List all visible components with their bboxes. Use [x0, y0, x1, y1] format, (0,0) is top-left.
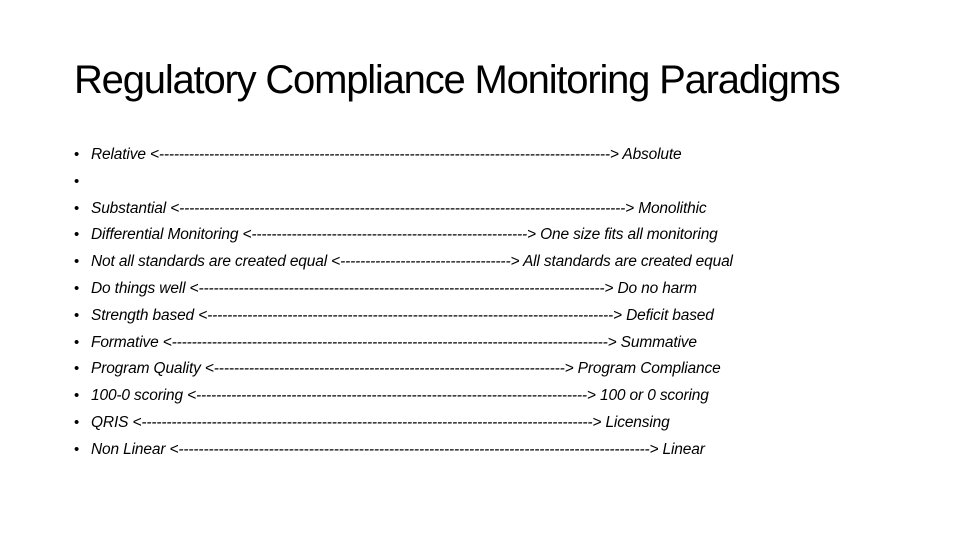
bullet-text: Do things well <---------------------------------------------------------------------------------> Do no harm — [91, 279, 697, 297]
bullet-item-strength-deficit — [74, 303, 874, 330]
bullet-item-formative-summative — [74, 330, 874, 357]
bullet-item-qris-licensing — [74, 410, 874, 437]
bullet-icon: • — [74, 279, 80, 297]
slide-title: Regulatory Compliance Monitoring Paradigms — [74, 58, 840, 102]
bullet-text: Differential Monitoring <-------------------------------------------------------> One size fits all monitoring — [91, 226, 718, 244]
bullet-text: Not all standards are created equal <----------------------------------> All standards are created equal — [91, 253, 733, 271]
bullet-item-relative-absolute — [74, 142, 874, 169]
bullet-icon: • — [74, 387, 80, 405]
bullet-list — [74, 142, 874, 464]
bullet-text: Relative <------------------------------------------------------------------------------------------> Absolute — [91, 146, 682, 163]
bullet-item-substantial-monolithic — [74, 196, 874, 223]
bullet-item-empty — [74, 169, 874, 196]
bullet-item-program-quality — [74, 356, 874, 383]
bullet-text: Non Linear <----------------------------------------------------------------------------------------------> Linear — [91, 440, 705, 458]
bullet-icon: • — [74, 440, 80, 458]
bullet-icon: • — [74, 253, 80, 271]
bullet-icon: • — [74, 226, 80, 244]
bullet-text: Formative <---------------------------------------------------------------------------------------> Summative — [91, 333, 697, 351]
bullet-icon: • — [74, 333, 80, 351]
bullet-item-do-things-well — [74, 276, 874, 303]
bullet-text: QRIS <------------------------------------------------------------------------------------------> Licensing — [91, 413, 670, 431]
bullet-icon: • — [74, 413, 80, 431]
bullet-item-scoring — [74, 383, 874, 410]
bullet-icon: • — [74, 199, 80, 217]
bullet-icon: • — [74, 306, 80, 324]
bullet-text: Substantial <-----------------------------------------------------------------------------------------> Monolithic — [91, 199, 707, 217]
bullet-icon: • — [74, 146, 80, 163]
bullet-text: 100-0 scoring <------------------------------------------------------------------------------> 100 or 0 scoring — [91, 387, 709, 405]
bullet-item-differential-monitoring — [74, 222, 874, 249]
bullet-item-standards-equal — [74, 249, 874, 276]
bullet-item-non-linear — [74, 437, 874, 464]
bullet-text: Strength based <---------------------------------------------------------------------------------> Deficit based — [91, 306, 714, 324]
bullet-icon: • — [74, 360, 80, 378]
bullet-text: Program Quality <----------------------------------------------------------------------> Program Compliance — [91, 360, 721, 378]
bullet-icon: • — [74, 172, 80, 190]
